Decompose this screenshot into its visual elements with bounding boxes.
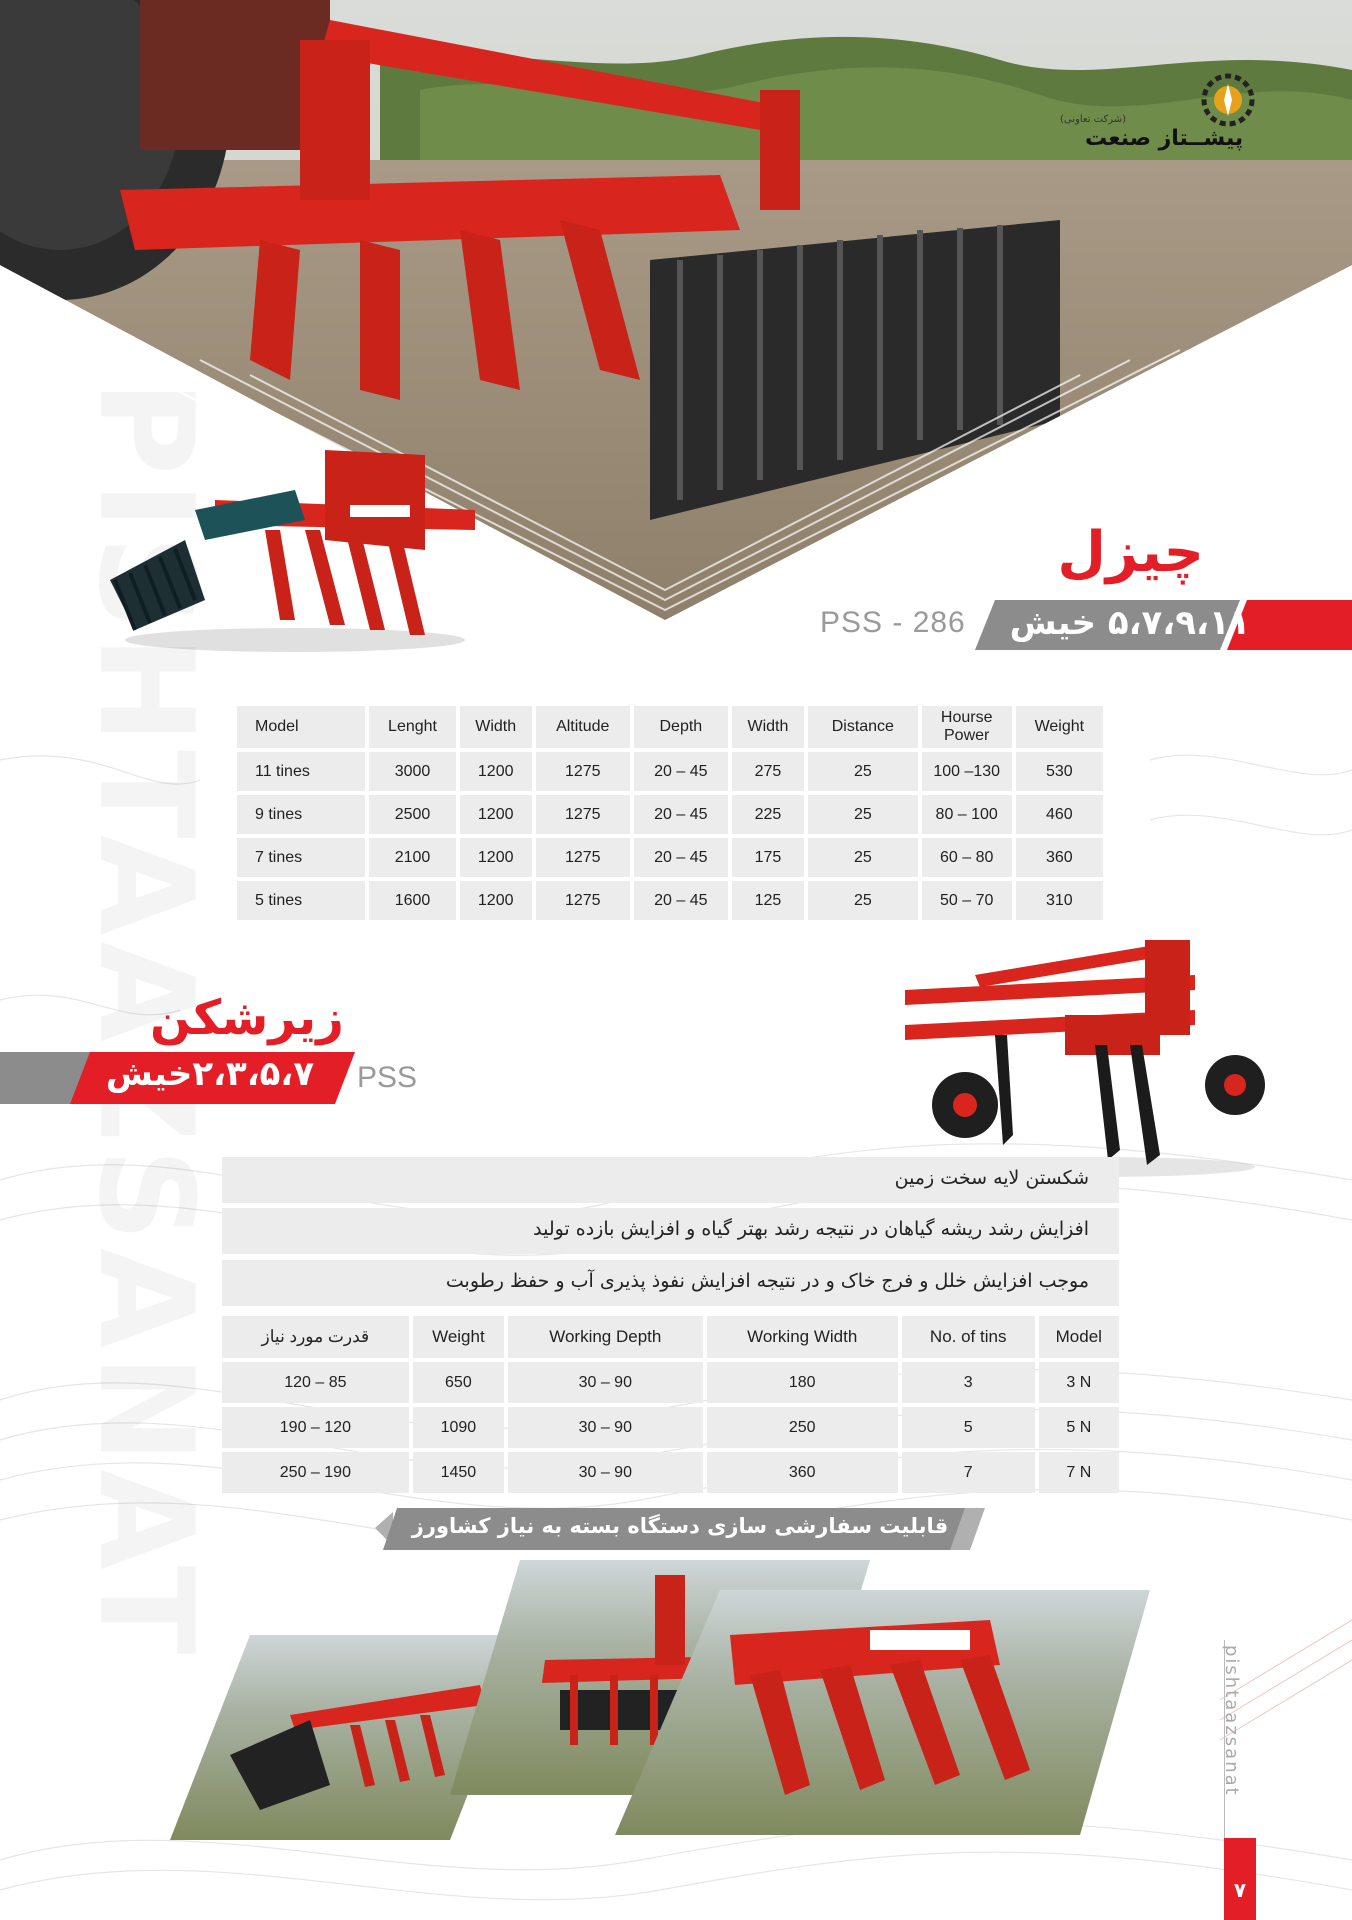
table-header: Weight [413, 1316, 504, 1358]
table-cell: 2100 [369, 838, 455, 877]
table-cell: 360 [1016, 838, 1103, 877]
chisel-spec-table [233, 702, 1107, 924]
table-cell: 460 [1016, 795, 1103, 834]
table-cell: 180 [707, 1362, 898, 1403]
subsoiler-product-image [895, 935, 1275, 1185]
feature-item: افزایش رشد ریشه گیاهان در نتیجه رشد بهتر گیاه و افزایش بازده تولید [222, 1208, 1119, 1254]
table-header: Distance [808, 706, 918, 748]
table-cell: 190 – 120 [222, 1407, 409, 1448]
chisel-title: چیزل [1057, 520, 1204, 585]
logo-text: پیشــتاز صنعت [1085, 126, 1244, 151]
table-header: Working Depth [508, 1316, 703, 1358]
table-cell: 1275 [536, 752, 630, 791]
table-cell: 250 [707, 1407, 898, 1448]
table-cell: 20 – 45 [634, 881, 728, 920]
table-cell: 1275 [536, 795, 630, 834]
table-row [237, 795, 1103, 834]
table-cell: 3 N [1039, 1362, 1119, 1403]
table-cell: 9 tines [237, 795, 365, 834]
table-cell: 310 [1016, 881, 1103, 920]
table-cell: 360 [707, 1452, 898, 1493]
table-cell: 50 – 70 [922, 881, 1012, 920]
table-header: Weight [1016, 706, 1103, 748]
table-header: No. of tins [902, 1316, 1035, 1358]
subsoiler-spec-table [218, 1312, 1123, 1497]
table-header: Altitude [536, 706, 630, 748]
table-row [237, 752, 1103, 791]
feature-item: موجب افزایش خلل و فرج خاک و در نتیجه افزایش نفوذ پذیری آب و حفظ رطوبت [222, 1260, 1119, 1306]
table-header-row [222, 1316, 1119, 1358]
table-row [222, 1452, 1119, 1493]
table-cell: 175 [732, 838, 804, 877]
product-photo-gallery [160, 1555, 1160, 1855]
table-header: Width [732, 706, 804, 748]
table-cell: 100 –130 [922, 752, 1012, 791]
chisel-product-image [95, 430, 495, 660]
table-cell: 250 – 190 [222, 1452, 409, 1493]
table-cell: 1275 [536, 881, 630, 920]
feature-item: شکستن لایه سخت زمین [222, 1157, 1119, 1203]
subsoiler-model-code: PSS [357, 1061, 418, 1094]
table-cell: 20 – 45 [634, 752, 728, 791]
table-cell: 1600 [369, 881, 455, 920]
table-header: Depth [634, 706, 728, 748]
table-cell: 30 – 90 [508, 1362, 703, 1403]
logo-subtitle: (شرکت تعاونی) [1060, 114, 1127, 125]
table-cell: 30 – 90 [508, 1407, 703, 1448]
table-header: Model [237, 706, 365, 748]
table-row [222, 1362, 1119, 1403]
table-cell: 20 – 45 [634, 838, 728, 877]
table-cell: 60 – 80 [922, 838, 1012, 877]
table-header: Hourse Power [922, 706, 1012, 748]
table-cell: 1200 [460, 795, 532, 834]
table-row [237, 881, 1103, 920]
table-cell: 1090 [413, 1407, 504, 1448]
page-number: ۷ [1224, 1838, 1256, 1920]
chisel-tines-label: ۵،۷،۹،۱۱ خیش [1009, 603, 1251, 643]
table-cell: 225 [732, 795, 804, 834]
side-brand-text: pishtaazsanat [1221, 1645, 1242, 1797]
table-cell: 530 [1016, 752, 1103, 791]
table-cell: 5 tines [237, 881, 365, 920]
table-cell: 5 N [1039, 1407, 1119, 1448]
table-cell: 25 [808, 795, 918, 834]
table-cell: 80 – 100 [922, 795, 1012, 834]
subsoiler-tines-label: ۲،۳،۵،۷خیش [105, 1054, 315, 1094]
subsoiler-title: زیرشکن [150, 990, 344, 1046]
table-cell: 7 tines [237, 838, 365, 877]
table-row [237, 838, 1103, 877]
table-header-row [237, 706, 1103, 748]
table-cell: 120 – 85 [222, 1362, 409, 1403]
table-cell: 1200 [460, 881, 532, 920]
table-cell: 3000 [369, 752, 455, 791]
table-cell: 650 [413, 1362, 504, 1403]
table-header: Lenght [369, 706, 455, 748]
table-cell: 25 [808, 838, 918, 877]
table-cell: 275 [732, 752, 804, 791]
table-cell: 25 [808, 752, 918, 791]
table-cell: 5 [902, 1407, 1035, 1448]
table-row [222, 1407, 1119, 1448]
table-cell: 7 [902, 1452, 1035, 1493]
table-header: Model [1039, 1316, 1119, 1358]
chisel-model-code: PSS - 286 [820, 606, 966, 639]
table-cell: 7 N [1039, 1452, 1119, 1493]
table-cell: 30 – 90 [508, 1452, 703, 1493]
table-cell: 3 [902, 1362, 1035, 1403]
table-header: قدرت مورد نیاز [222, 1316, 409, 1358]
table-cell: 1200 [460, 838, 532, 877]
table-header: Working Width [707, 1316, 898, 1358]
table-cell: 2500 [369, 795, 455, 834]
table-cell: 20 – 45 [634, 795, 728, 834]
table-cell: 11 tines [237, 752, 365, 791]
table-cell: 25 [808, 881, 918, 920]
table-cell: 1450 [413, 1452, 504, 1493]
table-header: Width [460, 706, 532, 748]
customization-note: قابلیت سفارشی سازی دستگاه بسته به نیاز کشاورز [411, 1514, 949, 1538]
table-cell: 125 [732, 881, 804, 920]
table-cell: 1200 [460, 752, 532, 791]
table-cell: 1275 [536, 838, 630, 877]
